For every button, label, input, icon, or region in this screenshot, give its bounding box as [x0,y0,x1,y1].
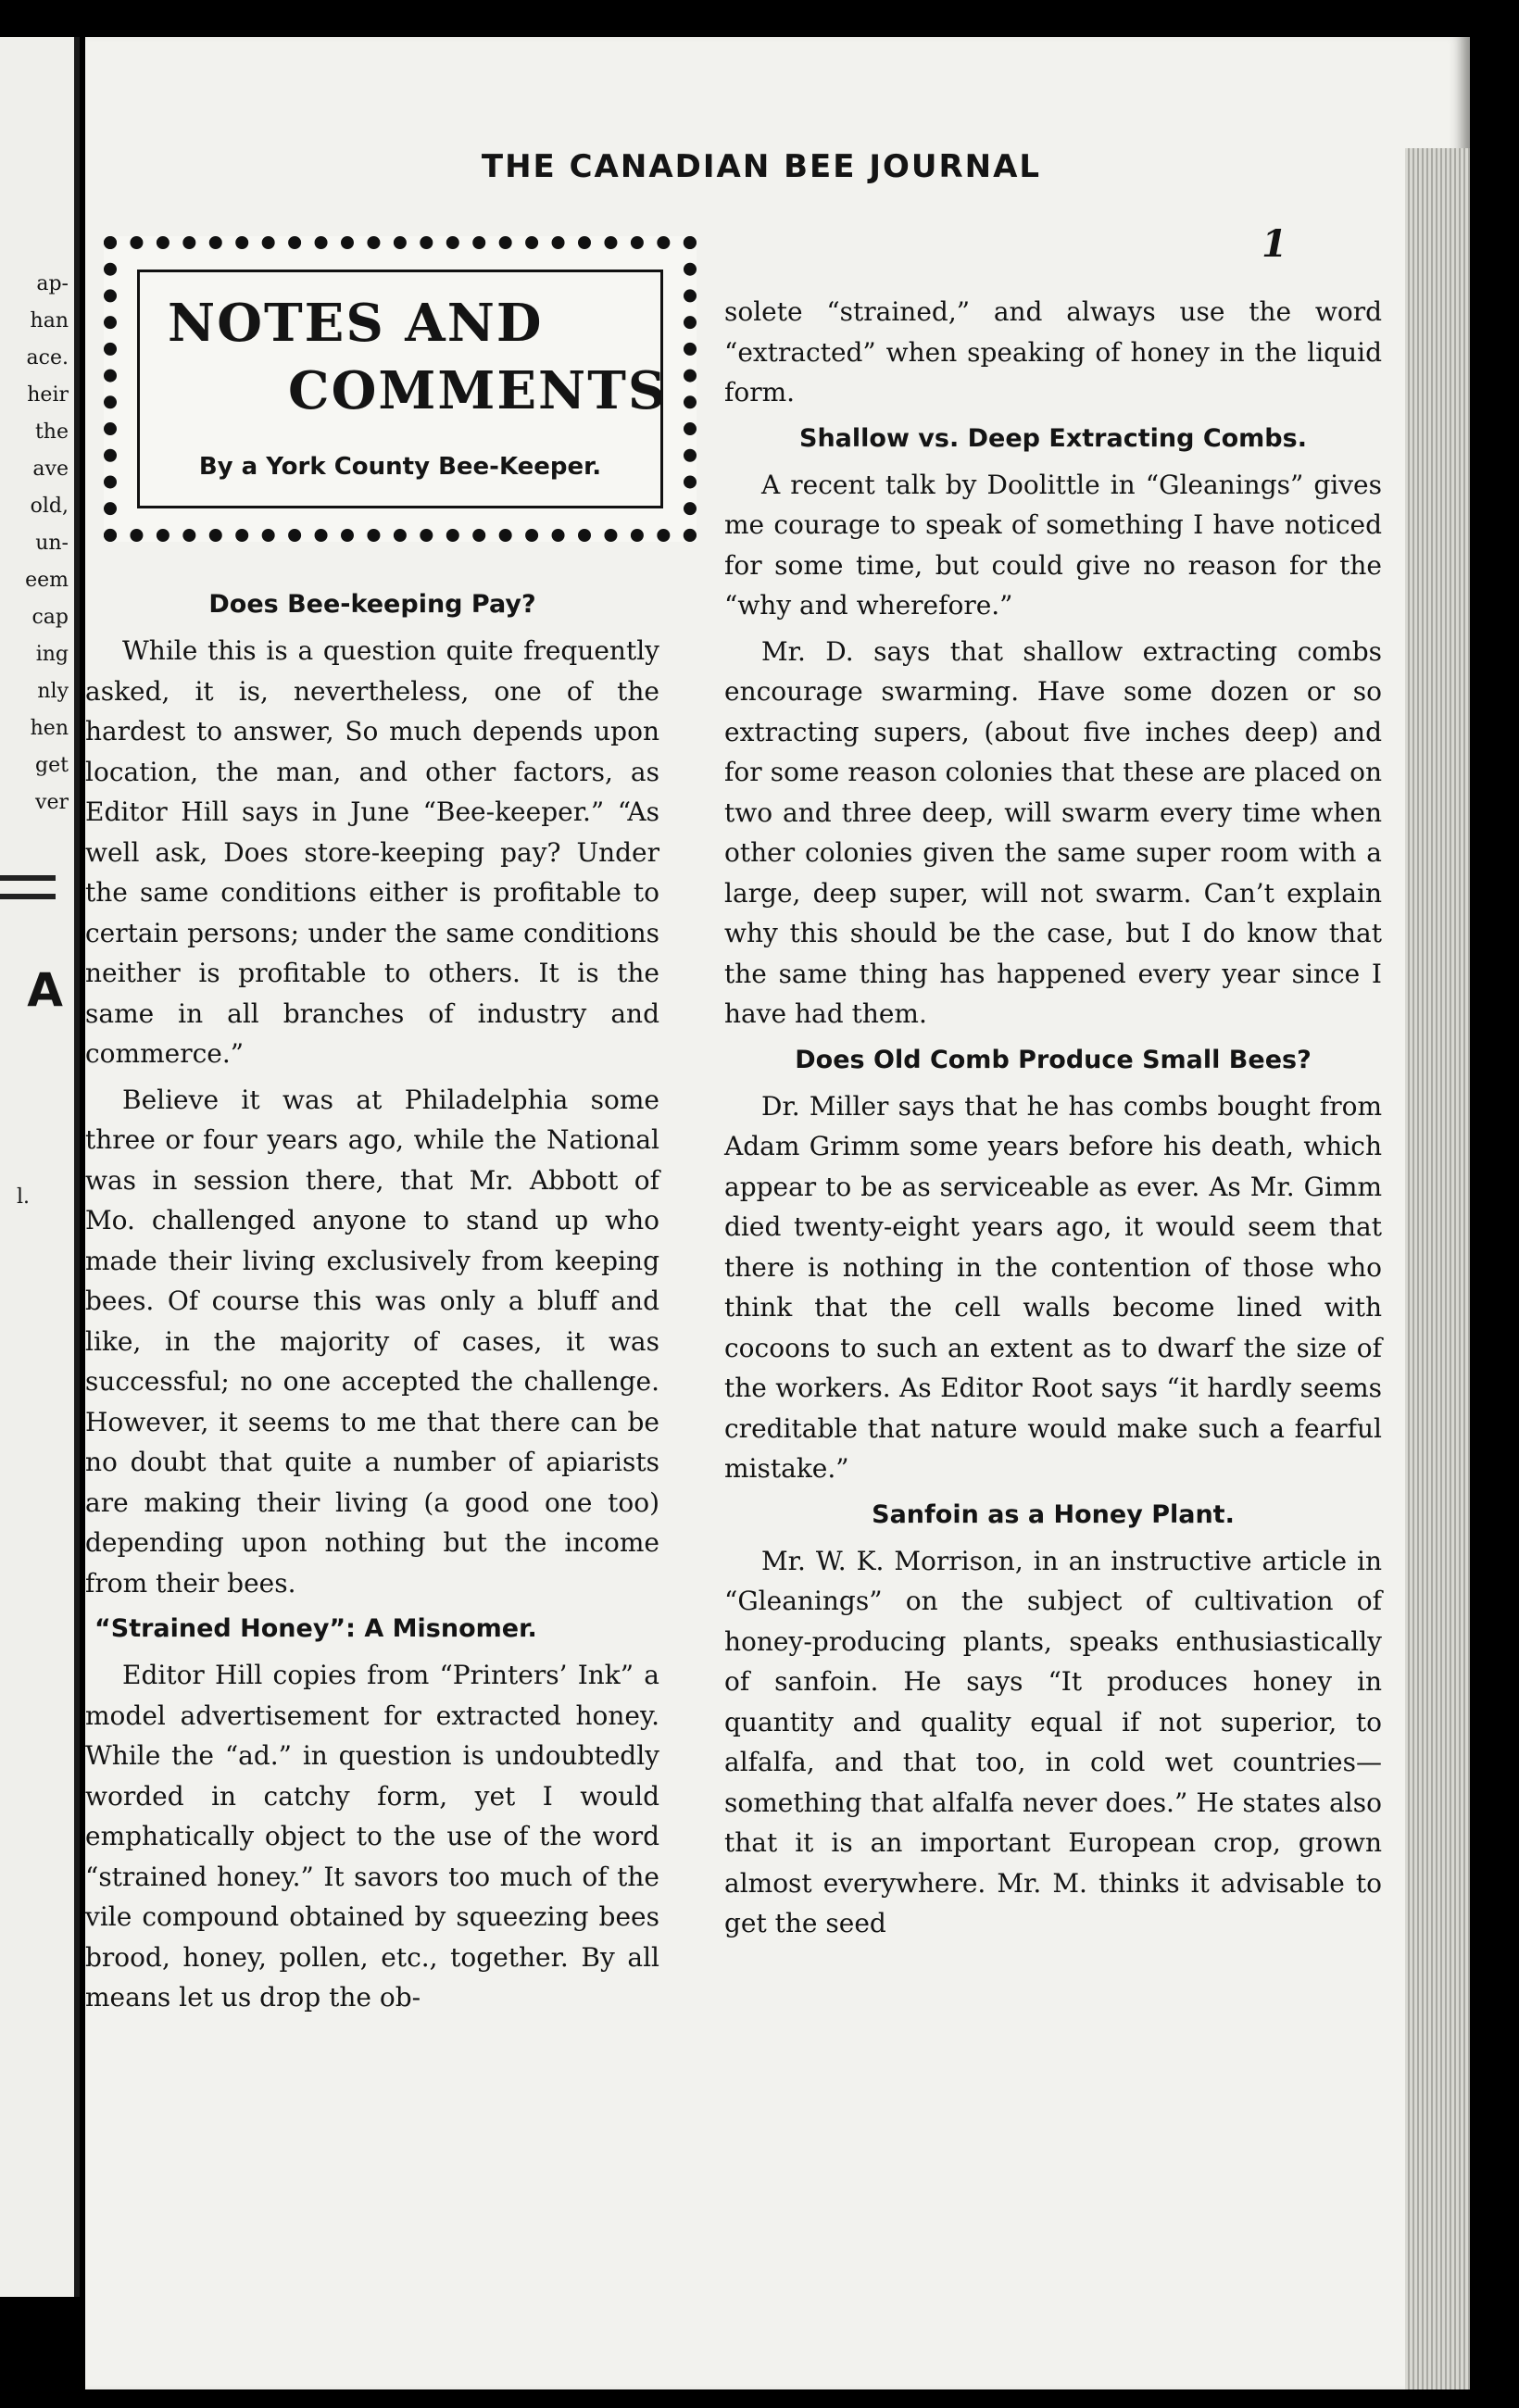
fragment: un- [35,532,69,555]
fragment: old, [30,495,69,518]
header-byline: By a York County Bee-Keeper. [198,453,602,481]
fragment: eem [25,569,69,592]
notes-header-box [104,236,697,542]
paragraph: While this is a question quite frequently asked, it is, nevertheless, one of the hardest to answer, So much depends upon location, the man, and other factors, as Editor Hill says in June “Bee-keeper.” “As well ask, Does store-keeping pay? Under the same conditions either is profitable to certain persons; under the same conditions neither is profitable to others. It is the same in all branches of industry and commerce.” [85,635,659,1069]
left-column [85,579,659,2024]
paragraph: Dr. Miller says that he has combs bought from Adam Grimm some years before his death, which appear to be as serviceable as ever. As Mr. Gimm died twenty-eight years ago, it would seem that there is nothing in the contention of those who think that the cell walls become lined with cocoons to such an extent as to dwarf the size of the workers. As Editor Root says “it hardly seems creditable that nature would make such a fearful mistake.” [724,1090,1382,1484]
fragment: get [35,754,69,777]
paragraph-continued: solete “strained,” and always use the word “extracted” when speaking of honey in the liquid form. [724,296,1382,408]
section-heading: Does Old Comb Produce Small Bees? [795,1045,1312,1074]
stray-text: l. [16,1185,30,1209]
section-heading: Sanfoin as a Honey Plant. [872,1499,1235,1529]
header-title-line2: COMMENTS [288,360,668,421]
divider [0,894,56,899]
fragment: ave [32,458,69,481]
fragment: ap- [36,272,69,295]
fragment: cap [31,606,69,629]
fragment: nly [37,680,69,703]
fragment: the [34,420,69,444]
paragraph: Mr. W. K. Morrison, in an instructive article in “Gleanings” on the subject of cultivation of honey-producing plants, speaks enthusiastically of sanfoin. He says “It produces honey in quantity and quality equal if not superior, to alfalfa, and that too, in cold wet countries—something that alfalfa never does.” He states also that it is an important European crop, grown almost everywhere. Mr. M. thinks it advisable to get the seed [724,1545,1382,1938]
paragraph: Believe it was at Philadelphia some three or four years ago, while the National was in session there, that Mr. Abbott of Mo. challenged anyone to stand up who made their living exclusively from keeping bees. Of course this was only a bluff and like, in the majority of cases, it was successful; no one accepted the challenge. However, it seems to me that there can be no doubt that quite a number of apiarists are making their living (a good one too) depending upon nothing but the income from their bees. [85,1084,659,1599]
divider [0,875,56,881]
section-heading: Does Bee-keeping Pay? [208,590,536,619]
page-edges [1405,148,1470,2389]
fragment: han [30,309,69,332]
section-heading: Shallow vs. Deep Extracting Combs. [799,423,1307,453]
right-column [724,292,1382,1950]
section-heading: “Strained Honey”: A Misnomer. [94,1614,537,1643]
header-title-line1: NOTES AND [168,293,544,354]
fragment: heir [27,383,69,407]
adjacent-page-fragment [0,37,80,2297]
journal-page [85,37,1470,2389]
header-inner [137,270,668,508]
fragment: ing [35,643,69,666]
big-letter: A [27,963,63,1017]
fragment: hen [30,717,69,740]
paragraph: Editor Hill copies from “Printers’ Ink” a model advertisement for extracted honey. While the “ad.” in question is undoubtedly worded in catchy form, yet I would emphatically object to the use of the word “strained honey.” It savors too much of the vile compound obtained by squeezing bees brood, honey, pollen, etc., together. By all means let us drop the ob- [85,1660,659,2013]
page-number: 1 [1262,222,1287,266]
fragment: ver [35,791,69,814]
fragment: ace. [26,346,69,370]
paragraph: A recent talk by Doolittle in “Gleanings” gives me courage to speak of something I have noticed for some time, but could give no reason for the “why and wherefore.” [724,469,1382,621]
running-head: THE CANADIAN BEE JOURNAL [481,148,1042,185]
paragraph: Mr. D. says that shallow extracting combs encourage swarming. Have some dozen or so extracting supers, (about five inches deep) and for some reason colonies that these are placed on two and three deep, will swarm every time when other colonies given the same super room with a large, deep super, will not swarm. Can’t explain why this should be the case, but I do know that the same thing has happened every year since I have had them. [724,635,1382,1029]
